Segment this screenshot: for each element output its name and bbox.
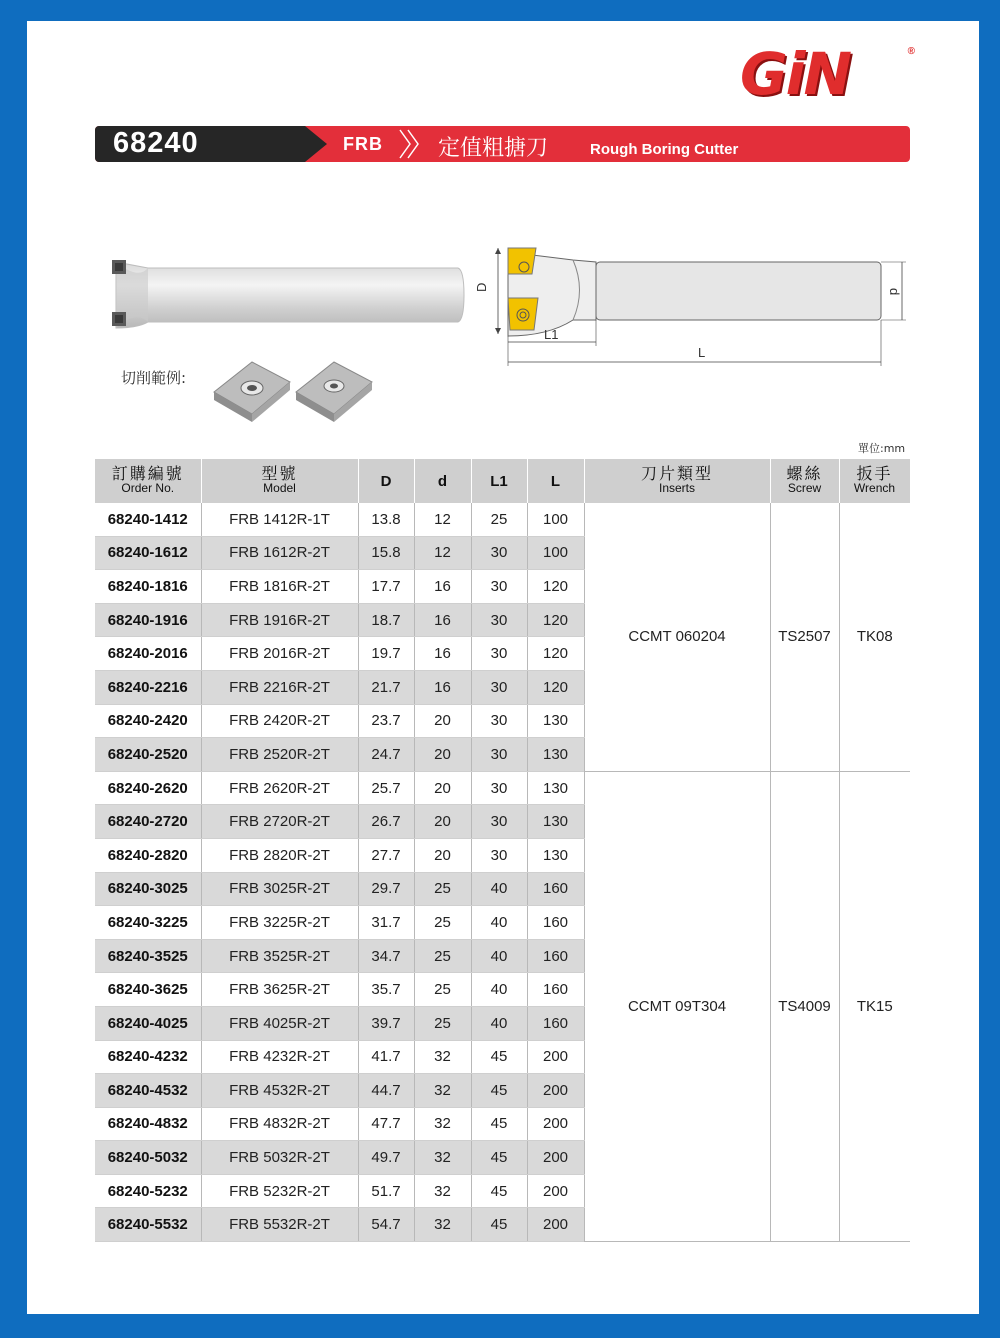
cell-l: 100 (527, 536, 584, 570)
cell-d: 44.7 (358, 1074, 414, 1108)
cell-l: 200 (527, 1107, 584, 1141)
cell-d: 13.8 (358, 503, 414, 536)
cell-order: 68240-5532 (95, 1208, 201, 1242)
header-D: D (358, 459, 414, 503)
cell-order: 68240-1612 (95, 536, 201, 570)
cell-inserts: CCMT 09T304 (584, 771, 770, 1241)
cell-l1: 30 (471, 536, 527, 570)
cell-d: 20 (414, 738, 471, 772)
cell-order: 68240-2216 (95, 670, 201, 704)
cell-order: 68240-3225 (95, 906, 201, 940)
cell-l1: 45 (471, 1040, 527, 1074)
cell-d: 27.7 (358, 838, 414, 872)
cell-d: 20 (414, 838, 471, 872)
cell-d: 25 (414, 973, 471, 1007)
cell-order: 68240-2420 (95, 704, 201, 738)
cell-model: FRB 2016R-2T (201, 637, 358, 671)
cell-d: 17.7 (358, 570, 414, 604)
cell-d: 29.7 (358, 872, 414, 906)
series-code: FRB (343, 134, 383, 154)
cell-l1: 45 (471, 1208, 527, 1242)
cell-model: FRB 2820R-2T (201, 838, 358, 872)
table-row (95, 771, 910, 805)
cell-l: 130 (527, 838, 584, 872)
cell-order: 68240-2016 (95, 637, 201, 671)
cell-model: FRB 2216R-2T (201, 670, 358, 704)
header-wrench: 扳手 Wrench (839, 459, 910, 503)
table-row (95, 503, 910, 536)
cell-l: 160 (527, 939, 584, 973)
table-header-row (95, 459, 910, 503)
cell-order: 68240-2620 (95, 771, 201, 805)
cell-d: 51.7 (358, 1174, 414, 1208)
cell-order: 68240-3625 (95, 973, 201, 1007)
cell-d: 25.7 (358, 771, 414, 805)
double-chevron-icon (398, 128, 422, 160)
cell-d: 39.7 (358, 1006, 414, 1040)
header-order-no: 訂購編號 Order No. (95, 459, 201, 503)
cell-d: 20 (414, 704, 471, 738)
cell-d: 16 (414, 570, 471, 604)
cell-d: 32 (414, 1174, 471, 1208)
cell-d: 16 (414, 670, 471, 704)
cell-l1: 30 (471, 704, 527, 738)
cell-l: 160 (527, 1006, 584, 1040)
dim-label-d: d (887, 288, 902, 296)
cell-l1: 30 (471, 771, 527, 805)
cell-order: 68240-2720 (95, 805, 201, 839)
cell-model: FRB 1412R-1T (201, 503, 358, 536)
cell-l1: 30 (471, 805, 527, 839)
cell-l: 130 (527, 771, 584, 805)
spec-table (95, 459, 911, 1242)
cell-d: 35.7 (358, 973, 414, 1007)
cell-model: FRB 2620R-2T (201, 771, 358, 805)
logo-registered-mark: ® (907, 46, 915, 57)
cell-l1: 40 (471, 939, 527, 973)
cell-l1: 45 (471, 1141, 527, 1175)
cell-d: 54.7 (358, 1208, 414, 1242)
cell-l: 120 (527, 570, 584, 604)
logo-text: GiN (740, 40, 851, 108)
cell-wrench: TK15 (839, 771, 910, 1241)
product-code: 68240 (113, 127, 199, 159)
cell-l1: 45 (471, 1107, 527, 1141)
cell-d: 26.7 (358, 805, 414, 839)
title-chinese: 定值粗搪刀 (438, 136, 549, 161)
cell-l: 200 (527, 1208, 584, 1242)
cell-d: 32 (414, 1141, 471, 1175)
cell-d: 25 (414, 906, 471, 940)
cell-model: FRB 5532R-2T (201, 1208, 358, 1242)
cell-d: 21.7 (358, 670, 414, 704)
cell-d: 18.7 (358, 603, 414, 637)
cell-model: FRB 4232R-2T (201, 1040, 358, 1074)
cell-d: 25 (414, 939, 471, 973)
cell-order: 68240-5232 (95, 1174, 201, 1208)
cell-l: 160 (527, 906, 584, 940)
cell-model: FRB 1612R-2T (201, 536, 358, 570)
unit-label: 單位:mm (858, 442, 906, 455)
cell-d: 16 (414, 637, 471, 671)
cell-model: FRB 3625R-2T (201, 973, 358, 1007)
cell-model: FRB 5032R-2T (201, 1141, 358, 1175)
dim-label-D: D (474, 282, 489, 292)
cell-l: 200 (527, 1174, 584, 1208)
cell-l: 100 (527, 503, 584, 536)
header-L: L (527, 459, 584, 503)
tool-photo (108, 250, 468, 340)
cell-order: 68240-1916 (95, 603, 201, 637)
cell-d: 19.7 (358, 637, 414, 671)
spec-table-body (95, 503, 910, 1242)
header-screw: 螺絲 Screw (770, 459, 839, 503)
cell-model: FRB 1916R-2T (201, 603, 358, 637)
cell-l: 130 (527, 805, 584, 839)
cell-model: FRB 4025R-2T (201, 1006, 358, 1040)
header-d: d (414, 459, 471, 503)
cell-d: 32 (414, 1040, 471, 1074)
cell-l1: 30 (471, 738, 527, 772)
cell-model: FRB 1816R-2T (201, 570, 358, 604)
cell-l: 160 (527, 872, 584, 906)
cell-d: 16 (414, 603, 471, 637)
cell-l: 120 (527, 603, 584, 637)
cell-model: FRB 2720R-2T (201, 805, 358, 839)
dim-label-L1: L1 (544, 327, 559, 342)
cell-model: FRB 5232R-2T (201, 1174, 358, 1208)
cell-l1: 25 (471, 503, 527, 536)
cell-l1: 30 (471, 637, 527, 671)
cell-inserts: CCMT 060204 (584, 503, 770, 771)
cell-d: 12 (414, 536, 471, 570)
cell-d: 41.7 (358, 1040, 414, 1074)
insert-samples-image (212, 352, 372, 424)
cell-d: 32 (414, 1107, 471, 1141)
cell-l: 200 (527, 1141, 584, 1175)
cell-d: 25 (414, 872, 471, 906)
cell-d: 34.7 (358, 939, 414, 973)
cell-l1: 30 (471, 670, 527, 704)
cell-l1: 45 (471, 1074, 527, 1108)
cell-model: FRB 4532R-2T (201, 1074, 358, 1108)
cell-l1: 40 (471, 872, 527, 906)
cell-order: 68240-3025 (95, 872, 201, 906)
cell-d: 20 (414, 771, 471, 805)
cell-d: 32 (414, 1074, 471, 1108)
cell-order: 68240-3525 (95, 939, 201, 973)
cell-order: 68240-2520 (95, 738, 201, 772)
cutting-example-label: 切削範例: (121, 369, 187, 387)
cell-d: 24.7 (358, 738, 414, 772)
cell-l: 200 (527, 1040, 584, 1074)
cell-model: FRB 2420R-2T (201, 704, 358, 738)
cell-d: 32 (414, 1208, 471, 1242)
cell-order: 68240-4532 (95, 1074, 201, 1108)
title-banner (95, 126, 910, 162)
cell-l1: 40 (471, 906, 527, 940)
cell-wrench: TK08 (839, 503, 910, 771)
cell-d: 23.7 (358, 704, 414, 738)
cell-l: 130 (527, 704, 584, 738)
cell-order: 68240-1412 (95, 503, 201, 536)
dim-label-L: L (698, 345, 706, 360)
cell-l1: 30 (471, 570, 527, 604)
cell-order: 68240-4832 (95, 1107, 201, 1141)
cell-l: 120 (527, 670, 584, 704)
gin-logo (740, 40, 915, 120)
cell-order: 68240-5032 (95, 1141, 201, 1175)
cell-order: 68240-1816 (95, 570, 201, 604)
cell-l1: 45 (471, 1174, 527, 1208)
cell-screw: TS2507 (770, 503, 839, 771)
cell-l1: 40 (471, 973, 527, 1007)
cell-order: 68240-2820 (95, 838, 201, 872)
cell-order: 68240-4232 (95, 1040, 201, 1074)
cell-d: 49.7 (358, 1141, 414, 1175)
cell-l: 120 (527, 637, 584, 671)
cell-model: FRB 3225R-2T (201, 906, 358, 940)
cell-d: 20 (414, 805, 471, 839)
header-L1: L1 (471, 459, 527, 503)
cell-screw: TS4009 (770, 771, 839, 1241)
cell-d: 15.8 (358, 536, 414, 570)
cell-model: FRB 2520R-2T (201, 738, 358, 772)
cell-model: FRB 3025R-2T (201, 872, 358, 906)
cell-l: 130 (527, 738, 584, 772)
cell-l1: 40 (471, 1006, 527, 1040)
cell-model: FRB 4832R-2T (201, 1107, 358, 1141)
header-model: 型號 Model (201, 459, 358, 503)
cell-l1: 30 (471, 838, 527, 872)
cell-d: 12 (414, 503, 471, 536)
header-inserts: 刀片類型 Inserts (584, 459, 770, 503)
cell-d: 47.7 (358, 1107, 414, 1141)
title-english: Rough Boring Cutter (590, 141, 739, 158)
cell-d: 31.7 (358, 906, 414, 940)
dimension-diagram (474, 240, 918, 370)
cell-l: 200 (527, 1074, 584, 1108)
cell-l: 160 (527, 973, 584, 1007)
cell-d: 25 (414, 1006, 471, 1040)
cell-model: FRB 3525R-2T (201, 939, 358, 973)
cell-order: 68240-4025 (95, 1006, 201, 1040)
cell-l1: 30 (471, 603, 527, 637)
